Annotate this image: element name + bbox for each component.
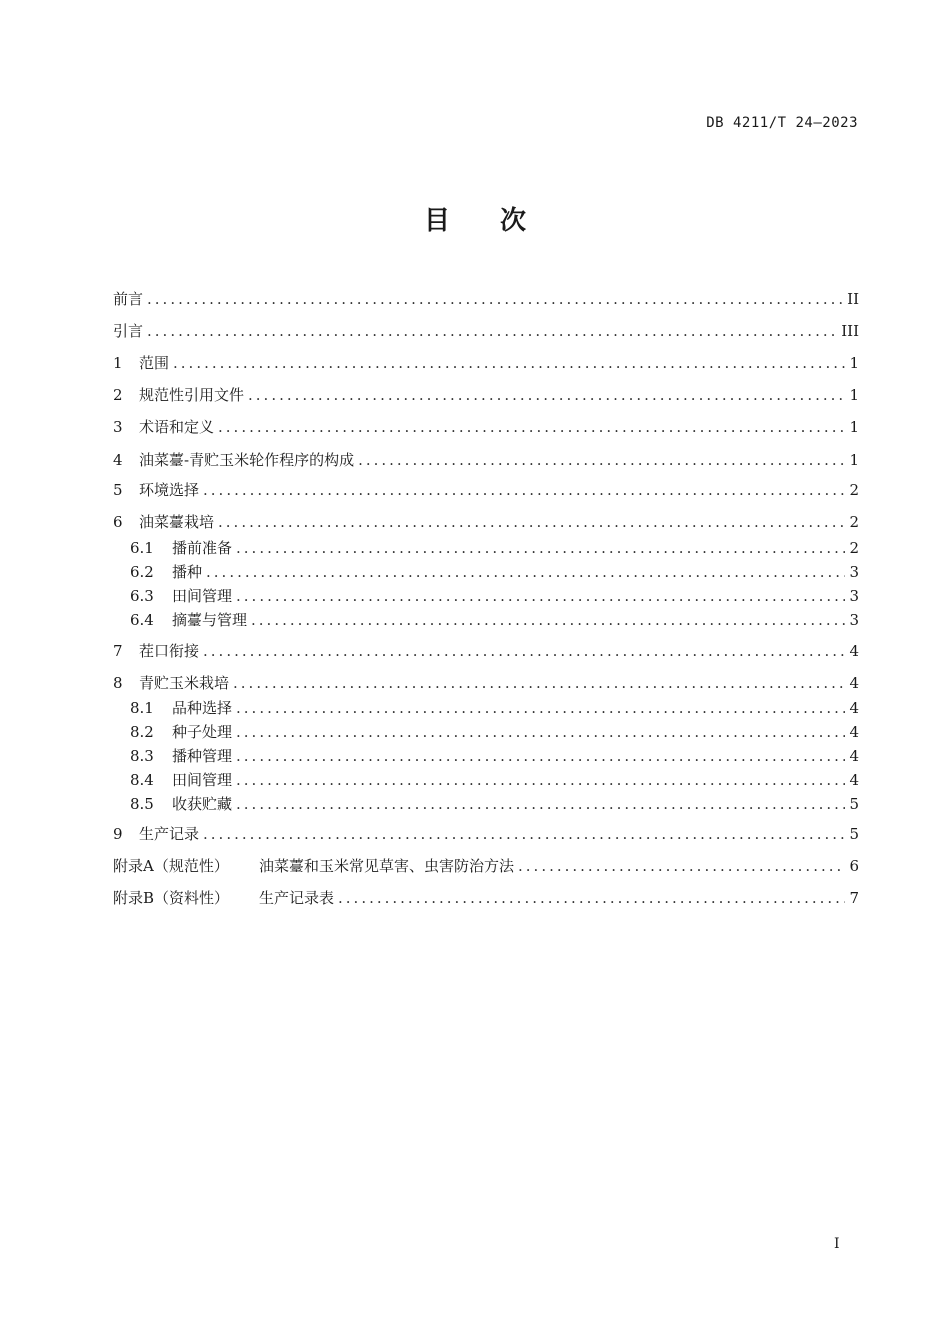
toc-entry-5[interactable]: [113, 479, 859, 501]
toc-leader-dots: [236, 769, 845, 791]
toc-entry-label: 术语和定义: [139, 418, 215, 436]
toc-entry-page: 3: [849, 587, 859, 605]
toc-entry-page: 4: [849, 699, 859, 717]
toc-entry-page: 1: [849, 418, 859, 436]
toc-leader-dots: [218, 511, 845, 533]
toc-leader-dots: [236, 697, 845, 719]
toc-entry-page: II: [847, 290, 859, 308]
toc-entry-number: 8.4: [130, 771, 154, 789]
toc-entry-label: 种子处理: [172, 723, 233, 741]
toc-entry-number: 8.5: [130, 795, 154, 813]
toc-entry-number: 8.2: [130, 723, 154, 741]
document-code: DB 4211/T 24—2023: [706, 115, 858, 131]
toc-entry-number: 6.1: [130, 539, 154, 557]
toc-entry-page: 2: [849, 481, 859, 499]
toc-entry-page: 3: [849, 563, 859, 581]
toc-leader-dots: [236, 793, 845, 815]
toc-leader-dots: [147, 288, 843, 310]
toc-entry-label: 生产记录: [139, 825, 200, 843]
toc-entry-label: 油菜薹栽培: [139, 513, 215, 531]
toc-entry-7[interactable]: [113, 640, 859, 662]
toc-entry-foreword[interactable]: [113, 288, 859, 310]
toc-leader-dots: [248, 384, 845, 406]
toc-entry-label: 茬口衔接: [139, 642, 200, 660]
toc-leader-dots: [203, 479, 845, 501]
toc-entry-3[interactable]: [113, 416, 859, 438]
toc-entry-1[interactable]: [113, 352, 859, 374]
toc-entry-label: 生产记录表: [259, 889, 335, 907]
toc-entry-8-2[interactable]: [130, 721, 859, 743]
toc-entry-label: 规范性引用文件: [139, 386, 245, 404]
toc-entry-annex-b[interactable]: [113, 887, 859, 909]
toc-entry-number: 1: [113, 354, 123, 372]
toc-entry-page: 4: [849, 747, 859, 765]
toc-leader-dots: [236, 585, 845, 607]
toc-entry-8[interactable]: [113, 672, 859, 694]
toc-leader-dots: [233, 672, 845, 694]
toc-leader-dots: [173, 352, 845, 374]
toc-leader-dots: [251, 609, 845, 631]
toc-entry-page: 3: [849, 611, 859, 629]
toc-entry-label: 前言: [113, 290, 144, 308]
toc-entry-number: 3: [113, 418, 123, 436]
toc-entry-page: 4: [849, 674, 859, 692]
page-number: I: [834, 1236, 840, 1252]
toc-entry-page: 6: [849, 857, 859, 875]
toc-leader-dots: [236, 745, 845, 767]
toc-entry-number: 5: [113, 481, 123, 499]
toc-leader-dots: [218, 416, 845, 438]
toc-entry-number: 8: [113, 674, 123, 692]
toc-entry-page: 1: [849, 386, 859, 404]
toc-entry-label: 播前准备: [172, 539, 233, 557]
toc-entry-8-4[interactable]: [130, 769, 859, 791]
toc-entry-introduction[interactable]: [113, 320, 859, 342]
toc-entry-label: 油菜薹和玉米常见草害、虫害防治方法: [259, 857, 515, 875]
toc-entry-page: 7: [849, 889, 859, 907]
toc-entry-number: 6: [113, 513, 123, 531]
toc-leader-dots: [206, 561, 845, 583]
toc-entry-6-1[interactable]: [130, 537, 859, 559]
toc-entry-page: III: [841, 322, 859, 340]
toc-entry-page: 4: [849, 723, 859, 741]
toc-entry-4[interactable]: [113, 449, 859, 471]
toc-entry-label: 环境选择: [139, 481, 200, 499]
toc-entry-label: 青贮玉米栽培: [139, 674, 230, 692]
toc-entry-label: 播种管理: [172, 747, 233, 765]
toc-entry-label: 油菜薹-青贮玉米轮作程序的构成: [139, 451, 355, 469]
toc-entry-page: 2: [849, 539, 859, 557]
toc-leader-dots: [203, 640, 845, 662]
toc-entry-number: 9: [113, 825, 123, 843]
toc-entry-page: 4: [849, 642, 859, 660]
toc-entry-9[interactable]: [113, 823, 859, 845]
toc-leader-dots: [236, 537, 845, 559]
toc-entry-6[interactable]: [113, 511, 859, 533]
toc-entry-label: 收获贮藏: [172, 795, 233, 813]
toc-entry-annex-a[interactable]: [113, 855, 859, 877]
toc-entry-number: 6.3: [130, 587, 154, 605]
toc-entry-label: 品种选择: [172, 699, 233, 717]
toc-entry-number: 7: [113, 642, 123, 660]
toc-entry-8-5[interactable]: [130, 793, 859, 815]
toc-title: 目次: [423, 206, 576, 236]
toc-entry-number: 6.2: [130, 563, 154, 581]
toc-entry-8-1[interactable]: [130, 697, 859, 719]
toc-entry-page: 1: [849, 451, 859, 469]
toc-entry-2[interactable]: [113, 384, 859, 406]
toc-entry-number: 4: [113, 451, 123, 469]
toc-entry-label: 田间管理: [172, 587, 233, 605]
toc-entry-8-3[interactable]: [130, 745, 859, 767]
toc-entry-number: 8.3: [130, 747, 154, 765]
toc-annex-label: 附录B（资料性）: [113, 889, 230, 907]
toc-leader-dots: [358, 449, 845, 471]
toc-entry-label: 引言: [113, 322, 144, 340]
toc-entry-6-4[interactable]: [130, 609, 859, 631]
toc-leader-dots: [203, 823, 845, 845]
toc-entry-label: 范围: [139, 354, 170, 372]
toc-entry-number: 2: [113, 386, 123, 404]
toc-entry-6-3[interactable]: [130, 585, 859, 607]
toc-entry-number: 8.1: [130, 699, 154, 717]
toc-leader-dots: [147, 320, 837, 342]
toc-entry-label: 田间管理: [172, 771, 233, 789]
toc-entry-label: 播种: [172, 563, 203, 581]
toc-annex-label: 附录A（规范性）: [113, 857, 229, 875]
toc-entry-page: 5: [849, 795, 859, 813]
toc-entry-label: 摘薹与管理: [172, 611, 248, 629]
toc-entry-page: 5: [849, 825, 859, 843]
toc-entry-6-2[interactable]: [130, 561, 859, 583]
toc-leader-dots: [518, 855, 845, 877]
toc-entry-page: 1: [849, 354, 859, 372]
toc-entry-number: 6.4: [130, 611, 154, 629]
toc-entry-page: 2: [849, 513, 859, 531]
toc-entry-page: 4: [849, 771, 859, 789]
toc-leader-dots: [338, 887, 845, 909]
toc-leader-dots: [236, 721, 845, 743]
